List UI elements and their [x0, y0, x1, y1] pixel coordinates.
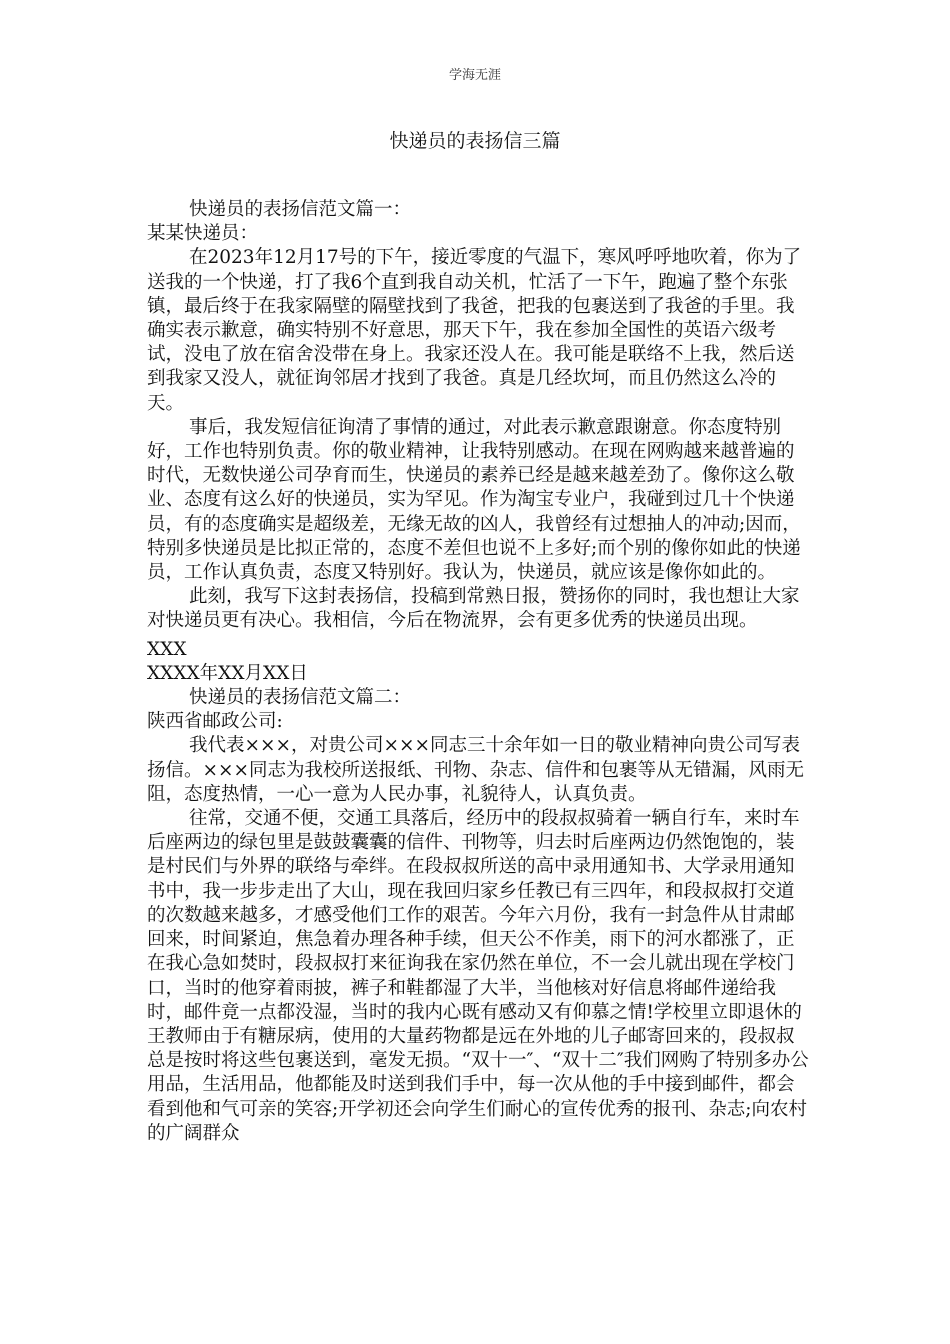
document-title: 快递员的表扬信三篇: [389, 130, 561, 152]
page-header: 学海无涯: [448, 68, 501, 83]
letter1-paragraph-1: 在2023年12月17号的下午，接近零度的气温下，寒风呼呼地吹着，你为了送我的一个快递，打了我6个直到我自动关机，忙活了一下午，跑遍了整个东张镇，最后终于在我家隔壁的隔壁找到了我爸，把我的包裹送到了我爸的手里。我确实表示歉意，确实特别不好意思，那天下午，我在参加全国性的英语六级考试，没电了放在宿舍没带在身上。我家还没人在。我可能是联络不上我，然后送到我家又没人，就征询邻居才找到了我爸。真是几经坎坷，而且仍然这么冷的天。: [147, 247, 802, 414]
letter2-salutation: 陕西省邮政公司:: [147, 711, 283, 733]
letter1-date: XXXX年XX月XX日: [147, 662, 308, 684]
letter2-paragraph-1: 我代表×××，对贵公司×××同志三十余年如一日的敬业精神向贵公司写表扬信。×××同志为我校所送报纸、刊物、杂志、信件和包裹等从无错漏，风雨无阻，态度热情，一心一意为人民办事，礼貌待人，认真负责。: [147, 735, 805, 805]
letter1-signature: XXX: [147, 638, 187, 660]
letter1-heading: 快递员的表扬信范文篇一：: [189, 199, 412, 220]
document-body: [147, 198, 809, 1146]
letter2-heading: 快递员的表扬信范文篇二：: [189, 687, 412, 709]
letter2-paragraph-2: 往常，交通不便，交通工具落后，经历中的段叔叔骑着一辆自行车，来时车后座两边的绿包里是鼓鼓囊囊的信件、刊物等，归去时后座两边仍然饱饱的，装是村民们与外界的联络与牵绊。在段叔叔所送的高中录用通知书、大学录用通知书中，我一步步走出了大山，现在我回归家乡任教已有三四年，和段叔叔打交道的次数越来越多，才感受他们工作的艰苦。今年六月份，我有一封急件从甘肃邮回来，时间紧迫，焦急着办理各种手续，但天公不作美，雨下的河水都涨了，正在我心急如焚时，段叔叔打来征询我在家仍然在单位，不一会儿就出现在学校门口，当时的他穿着雨披，裤子和鞋都湿了大半，当他核对好信息将邮件递给我时，邮件竟一点都没湿，当时的我内心既有感动又有仰慕之情!学校里立即退休的王教师由于有糖尿病，使用的大量药物都是远在外地的儿子邮寄回来的，段叔叔总是按时将这些包裹送到，毫发无损。“双十一″、“双十二″我们网购了特别多办公用品，生活用品，他都能及时送到我们手中，每一次从他的手中接到邮件，都会看到他和气可亲的笑容;开学初还会向学生们耐心的宣传优秀的报刊、杂志;向农村的广阔群众: [147, 808, 809, 1144]
letter1-paragraph-2: 事后，我发短信征询清了事情的通过，对此表示歉意跟谢意。你态度特别好，工作也特别负责。你的敬业精神，让我特别感动。在现在网购越来越普遍的时代，无数快递公司孕育而生，快递员的素养已经是越来越差劲了。像你这么敬业、态度有这么好的快递员，实为罕见。作为淘宝专业户，我碰到过几十个快递员，有的态度确实是超级差，无缘无故的凶人，我曾经有过想抽人的冲动;因而，特别多快递员是比拟正常的，态度不差但也说不上多好;而个别的像你如此的快递员，工作认真负责，态度又特别好。我认为，快递员，就应该是像你如此的。: [147, 416, 801, 584]
letter1-paragraph-3: 此刻，我写下这封表扬信，投稿到常熟日报，赞扬你的同时，我也想让大家对快递员更有决心。我相信，今后在物流界，会有更多优秀的快递员出现。: [147, 586, 800, 632]
letter1-salutation: 某某快递员：: [147, 223, 259, 245]
